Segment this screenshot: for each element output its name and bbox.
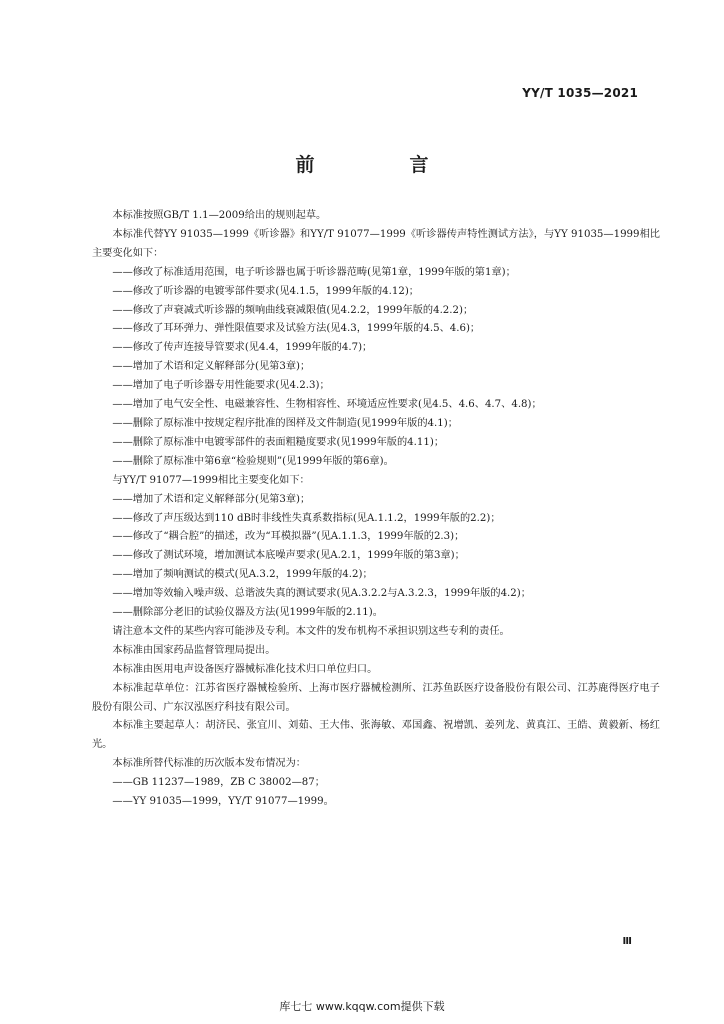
list-item: ——增加了频响测试的模式(见A.3.2，1999年版的4.2)； [112, 569, 373, 581]
paragraph: 本标准由医用电声设备医疗器械标准化技术归口单位归口。 [112, 663, 378, 675]
paragraph: 本标准主要起草人：胡济民、张宜川、刘茹、王大伟、张海敏、邓国鑫、祝增凯、姜列龙、黄真江、王皓、黄毅新、杨红光。 [92, 720, 660, 751]
list-item: ——增加了术语和定义解释部分(见第3章)； [112, 493, 311, 505]
list-item: ——删除了原标准中第6章“检验规则”(见1999年版的第6章)。 [112, 455, 394, 467]
list-item: ——删除了原标准中按规定程序批准的图样及文件制造(见1999年版的4.1)； [112, 417, 458, 429]
list-item: ——修改了测试环境，增加测试本底噪声要求(见A.2.1，1999年版的第3章)； [112, 550, 465, 562]
list-item: ——修改了耳环弹力、弹性限值要求及试验方法(见4.3，1999年版的4.5、4.6)； [112, 323, 481, 335]
list-item: ——增加了电子听诊器专用性能要求(见4.2.3)； [112, 380, 330, 392]
list-item: ——删除部分老旧的试验仪器及方法(见1999年版的2.11)。 [112, 607, 383, 619]
footer-download-notice: 库七七 www.kqqw.com提供下载 [279, 1000, 445, 1013]
list-item: ——删除了原标准中电镀零部件的表面粗糙度要求(见1999年版的4.11)； [112, 436, 445, 448]
list-item: ——修改了声衰减式听诊器的频响曲线衰减限值(见4.2.2，1999年版的4.2.2)； [112, 304, 474, 316]
list-item: ——YY 91035—1999，YY/T 91077—1999。 [112, 796, 334, 808]
list-item: ——修改了“耦合腔”的描述，改为“耳模拟器”(见A.1.1.3，1999年版的2.3)； [112, 531, 465, 543]
list-item: ——增加等效输入噪声级、总谐波失真的测试要求(见A.3.2.2与A.3.2.3，1999年版的4.2)； [112, 588, 531, 600]
paragraph: 请注意本文件的某些内容可能涉及专利。本文件的发布机构不承担识别这些专利的责任。 [112, 625, 510, 637]
list-item: ——修改了听诊器的电镀零部件要求(见4.1.5，1999年版的4.12)； [112, 285, 419, 297]
paragraph: 本标准所替代标准的历次版本发布情况为： [112, 758, 306, 770]
paragraph: 本标准按照GB/T 1.1—2009给出的规则起草。 [112, 210, 327, 221]
list-item: ——增加了电气安全性、电磁兼容性、生物相容性、环境适应性要求(见4.5、4.6、4.7、4.8)； [112, 399, 542, 411]
page-number: Ⅲ [622, 936, 632, 947]
paragraph: 与YY/T 91077—1999相比主要变化如下： [112, 474, 310, 486]
list-item: ——GB 11237—1989，ZB C 38002—87； [112, 777, 325, 789]
list-item: ——修改了声压级达到110 dB时非线性失真系数指标(见A.1.1.2，1999年版的2.2)； [112, 512, 501, 524]
list-item: ——修改了传声连接导管要求(见4.4，1999年版的4.7)； [112, 342, 373, 354]
page-title: 前 言 [295, 154, 467, 176]
paragraph: 本标准起草单位：江苏省医疗器械检验所、上海市医疗器械检测所、江苏鱼跃医疗设备股份有限公司、江苏鹿得医疗电子股份有限公司、广东汉泓医疗科技有限公司。 [92, 682, 660, 713]
document-code: YY/T 1035—2021 [522, 86, 638, 100]
list-item: ——增加了术语和定义解释部分(见第3章)； [112, 361, 311, 373]
paragraph: 本标准由国家药品监督管理局提出。 [112, 644, 276, 656]
list-item: ——修改了标准适用范围，电子听诊器也属于听诊器范畴(见第1章，1999年版的第1章)； [112, 266, 516, 278]
paragraph: 本标准代替YY 91035—1999《听诊器》和YY/T 91077—1999《听诊器传声特性测试方法》，与YY 91035—1999相比主要变化如下： [92, 228, 660, 259]
preface-body [92, 207, 660, 812]
